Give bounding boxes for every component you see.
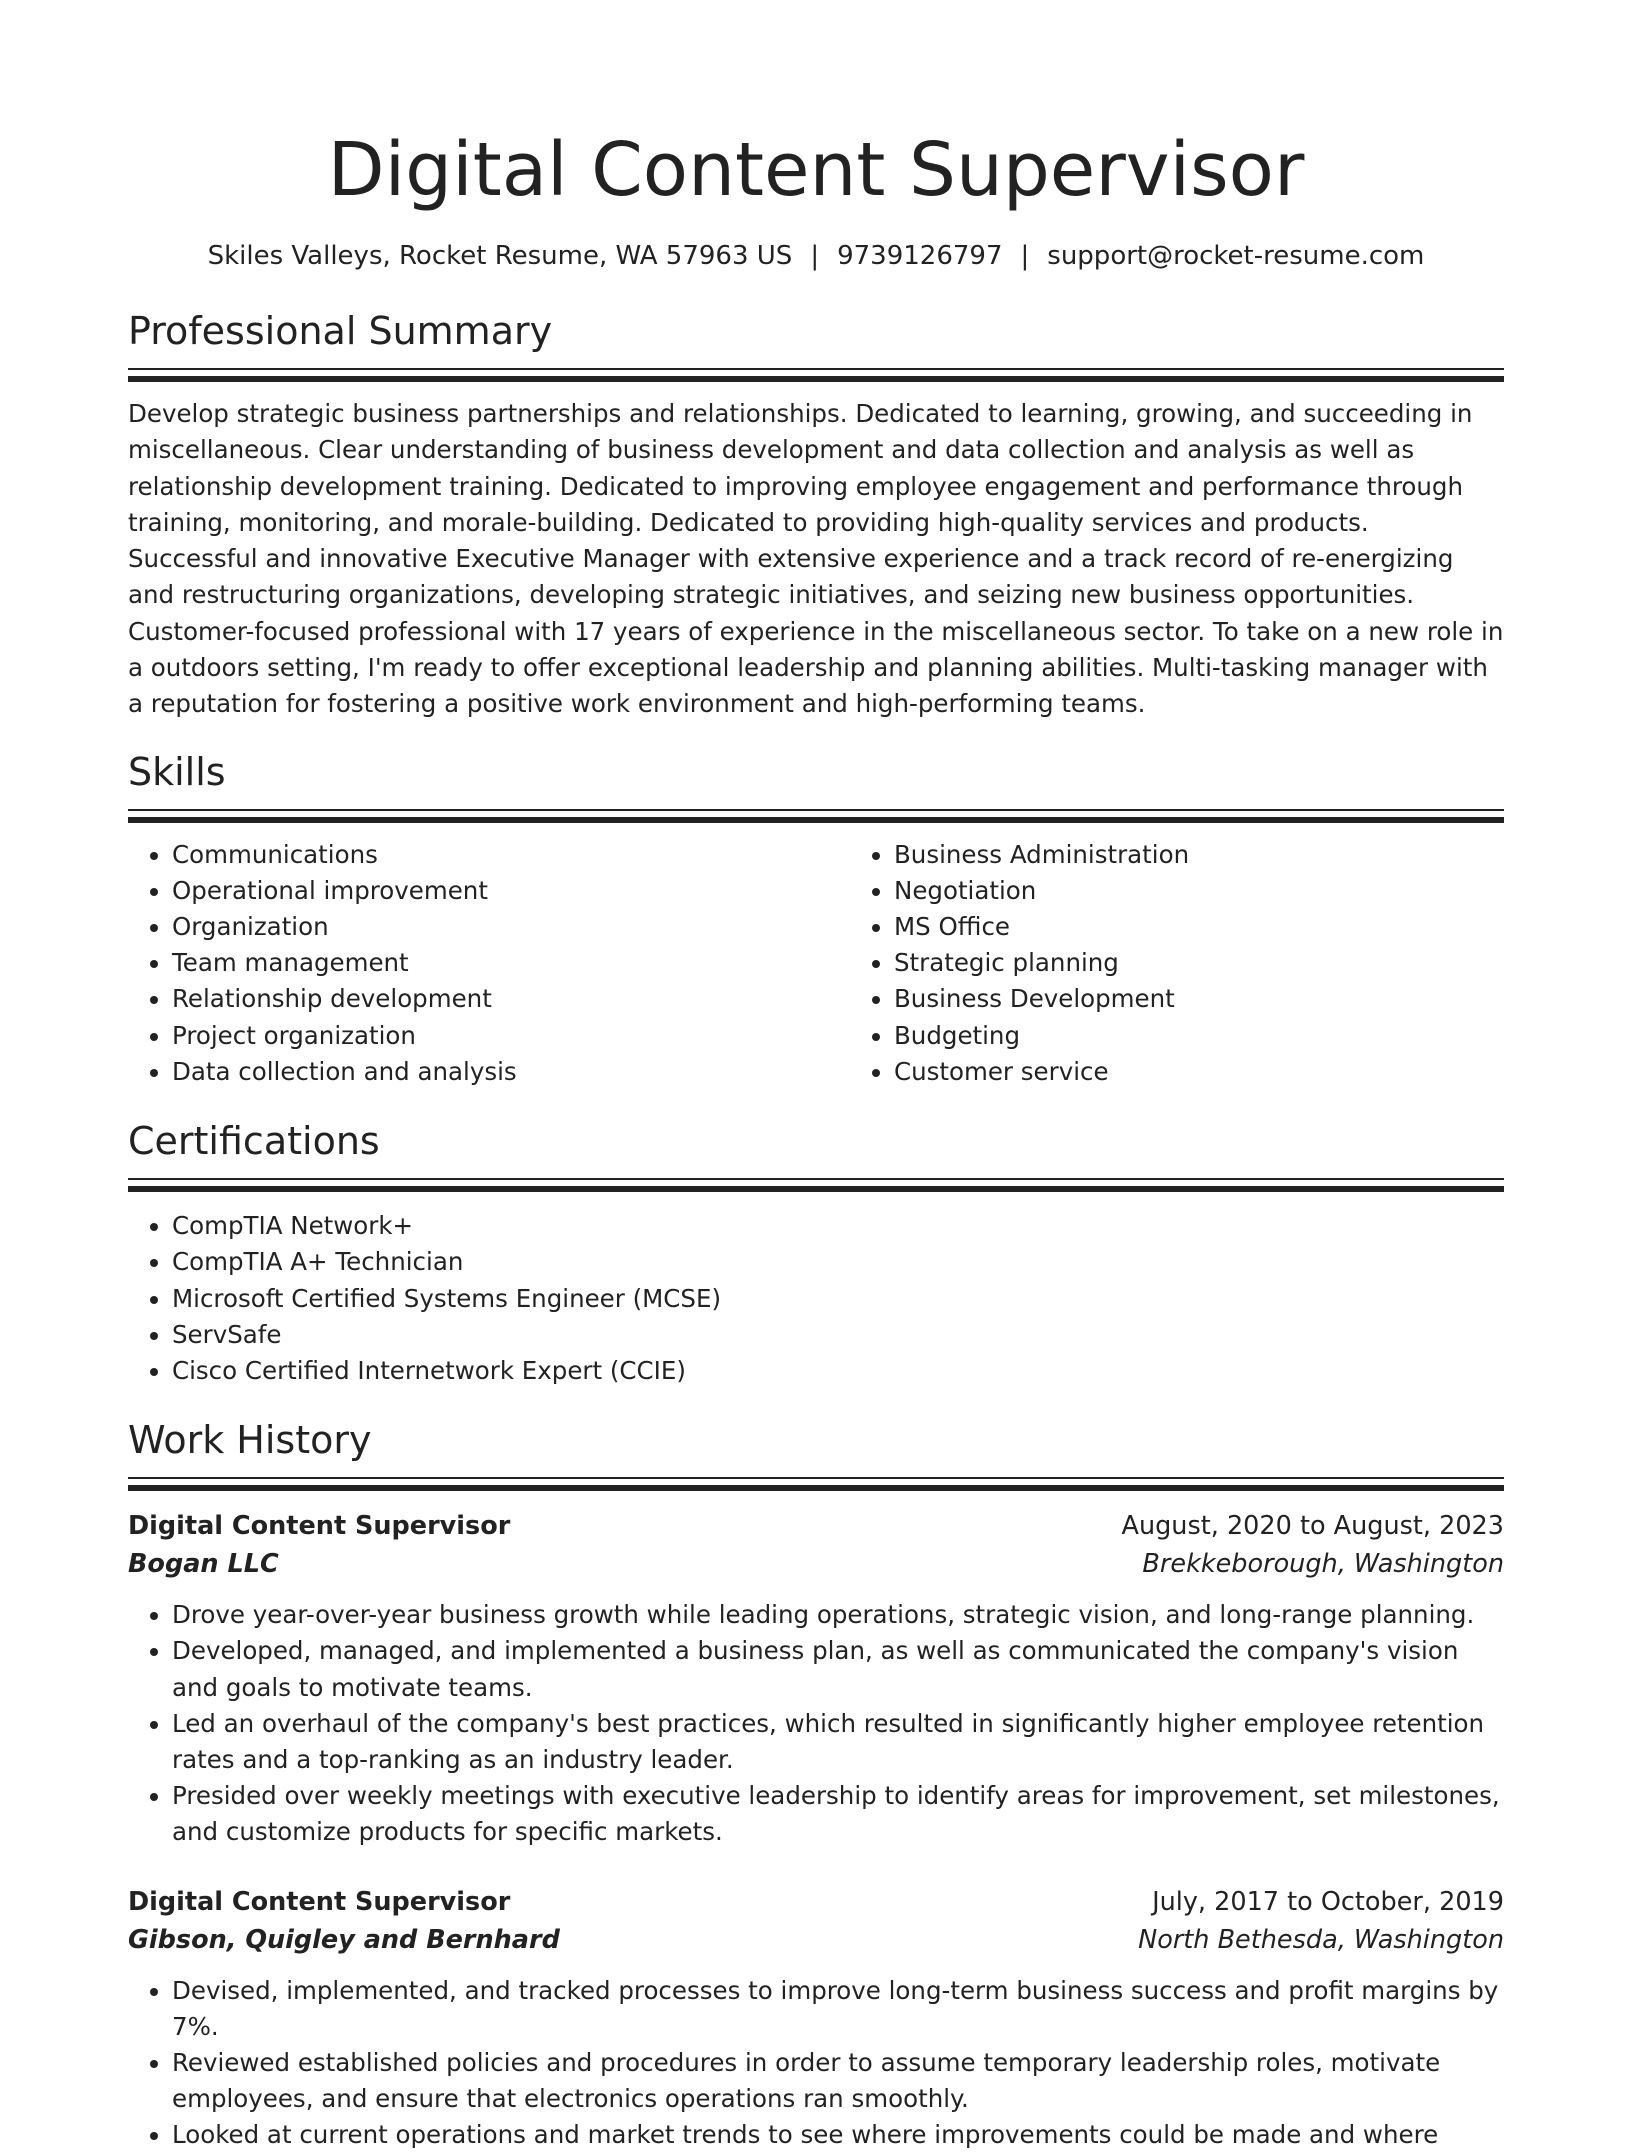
job-bullet: • Presided over weekly meetings with executive leadership to identify areas for improvement, set milestones, and customize products for specific markets. bbox=[172, 1778, 1504, 1850]
skill-item: • Communications bbox=[172, 837, 850, 873]
certification-item: • Cisco Certified Internetwork Expert (CCIE) bbox=[172, 1353, 1504, 1389]
job-bullets bbox=[128, 1973, 1504, 2154]
job-company: Bogan LLC bbox=[128, 1549, 279, 1580]
skills-section bbox=[128, 747, 1504, 1090]
summary-text: Develop strategic business partnerships and relationships. Dedicated to learning, growing, and succeeding in miscellaneous. Clear understanding of business development and data collection and analysis as well as relationship development training. Dedicated to improving employee engagement and performance through training, monitoring, and morale-building. Dedicated to providing high-quality services and products. Successful and innovative Executive Manager with extensive experience and a track record of re-energizing and restructuring organizations, developing strategic initiatives, and seizing new business opportunities. Customer-focused professional with 17 years of experience in the miscellaneous sector. To take on a new role in a outdoors setting, I'm ready to offer exceptional leadership and planning abilities. Multi-tasking manager with a reputation for fostering a positive work environment and high-performing teams. bbox=[128, 399, 1504, 719]
section-divider bbox=[128, 1178, 1504, 1192]
certification-item: • CompTIA Network+ bbox=[172, 1208, 1504, 1244]
skill-item: • Budgeting bbox=[894, 1018, 1570, 1054]
certifications-list bbox=[128, 1208, 1504, 1389]
skill-item: • Operational improvement bbox=[172, 873, 850, 909]
certification-item: • Microsoft Certified Systems Engineer (MCSE) bbox=[172, 1281, 1504, 1317]
job-dates: August, 2020 to August, 2023 bbox=[1121, 1511, 1504, 1542]
contact-separator: | bbox=[810, 241, 820, 271]
skills-list-right bbox=[850, 837, 1570, 1090]
job-bullet: • Drove year-over-year business growth while leading operations, strategic vision, and long-range planning. bbox=[172, 1597, 1504, 1633]
contact-email: support@rocket-resume.com bbox=[1047, 241, 1425, 271]
contact-address: Skiles Valleys, Rocket Resume, WA 57963 US bbox=[207, 241, 793, 271]
skill-item: • Data collection and analysis bbox=[172, 1054, 850, 1090]
certification-item: • ServSafe bbox=[172, 1317, 1504, 1353]
section-divider bbox=[128, 809, 1504, 823]
skill-item: • Team management bbox=[172, 945, 850, 981]
job-bullets bbox=[128, 1597, 1504, 1850]
skill-item: • Customer service bbox=[894, 1054, 1570, 1090]
certification-item: • CompTIA A+ Technician bbox=[172, 1244, 1504, 1280]
section-title-skills: Skills bbox=[128, 749, 226, 794]
job-title: Digital Content Supervisor bbox=[128, 1886, 511, 1917]
contact-separator: | bbox=[1020, 241, 1030, 271]
skills-list-left bbox=[128, 837, 850, 1090]
section-title-summary: Professional Summary bbox=[128, 309, 553, 353]
skill-item: • Business Development bbox=[894, 981, 1570, 1017]
contact-phone: 9739126797 bbox=[837, 241, 1003, 271]
job-bullet: • Looked at current operations and market trends to see where improvements could be made and where bbox=[172, 2117, 1504, 2153]
skill-item: • Project organization bbox=[172, 1018, 850, 1054]
section-divider bbox=[128, 368, 1504, 382]
job-entry bbox=[128, 1507, 1504, 1850]
skills-columns bbox=[128, 837, 1504, 1090]
job-location: Brekkeborough, Washington bbox=[1142, 1549, 1504, 1580]
work-history-section bbox=[128, 1415, 1504, 2153]
summary-section bbox=[128, 306, 1504, 723]
contact-line bbox=[128, 238, 1504, 274]
resume-page bbox=[128, 0, 1504, 2154]
job-company: Gibson, Quigley and Bernhard bbox=[128, 1924, 560, 1955]
job-dates: July, 2017 to October, 2019 bbox=[1152, 1886, 1504, 1917]
section-title-certifications: Certifications bbox=[128, 1119, 380, 1164]
skill-item: • Strategic planning bbox=[894, 945, 1570, 981]
skill-item: • Organization bbox=[172, 909, 850, 945]
skill-item: • Business Administration bbox=[894, 837, 1570, 873]
skill-item: • Negotiation bbox=[894, 873, 1570, 909]
section-title-work-history: Work History bbox=[128, 1418, 372, 1463]
resume-name: Digital Content Supervisor bbox=[327, 127, 1305, 213]
certifications-section bbox=[128, 1116, 1504, 1389]
job-bullet: • Led an overhaul of the company's best practices, which resulted in significantly higher employee retention rates and a top-ranking as an industry leader. bbox=[172, 1706, 1504, 1778]
skill-item: • Relationship development bbox=[172, 981, 850, 1017]
job-title: Digital Content Supervisor bbox=[128, 1511, 511, 1542]
job-entry bbox=[128, 1883, 1504, 2154]
skill-item: • MS Office bbox=[894, 909, 1570, 945]
job-bullet: • Reviewed established policies and procedures in order to assume temporary leadership roles, motivate employees, and ensure that electronics operations ran smoothly. bbox=[172, 2045, 1504, 2117]
job-bullet: • Devised, implemented, and tracked processes to improve long-term business success and profit margins by 7%. bbox=[172, 1973, 1504, 2045]
job-location: North Bethesda, Washington bbox=[1138, 1924, 1504, 1955]
section-divider bbox=[128, 1477, 1504, 1491]
job-bullet: • Developed, managed, and implemented a business plan, as well as communicated the company's vision and goals to motivate teams. bbox=[172, 1633, 1504, 1705]
